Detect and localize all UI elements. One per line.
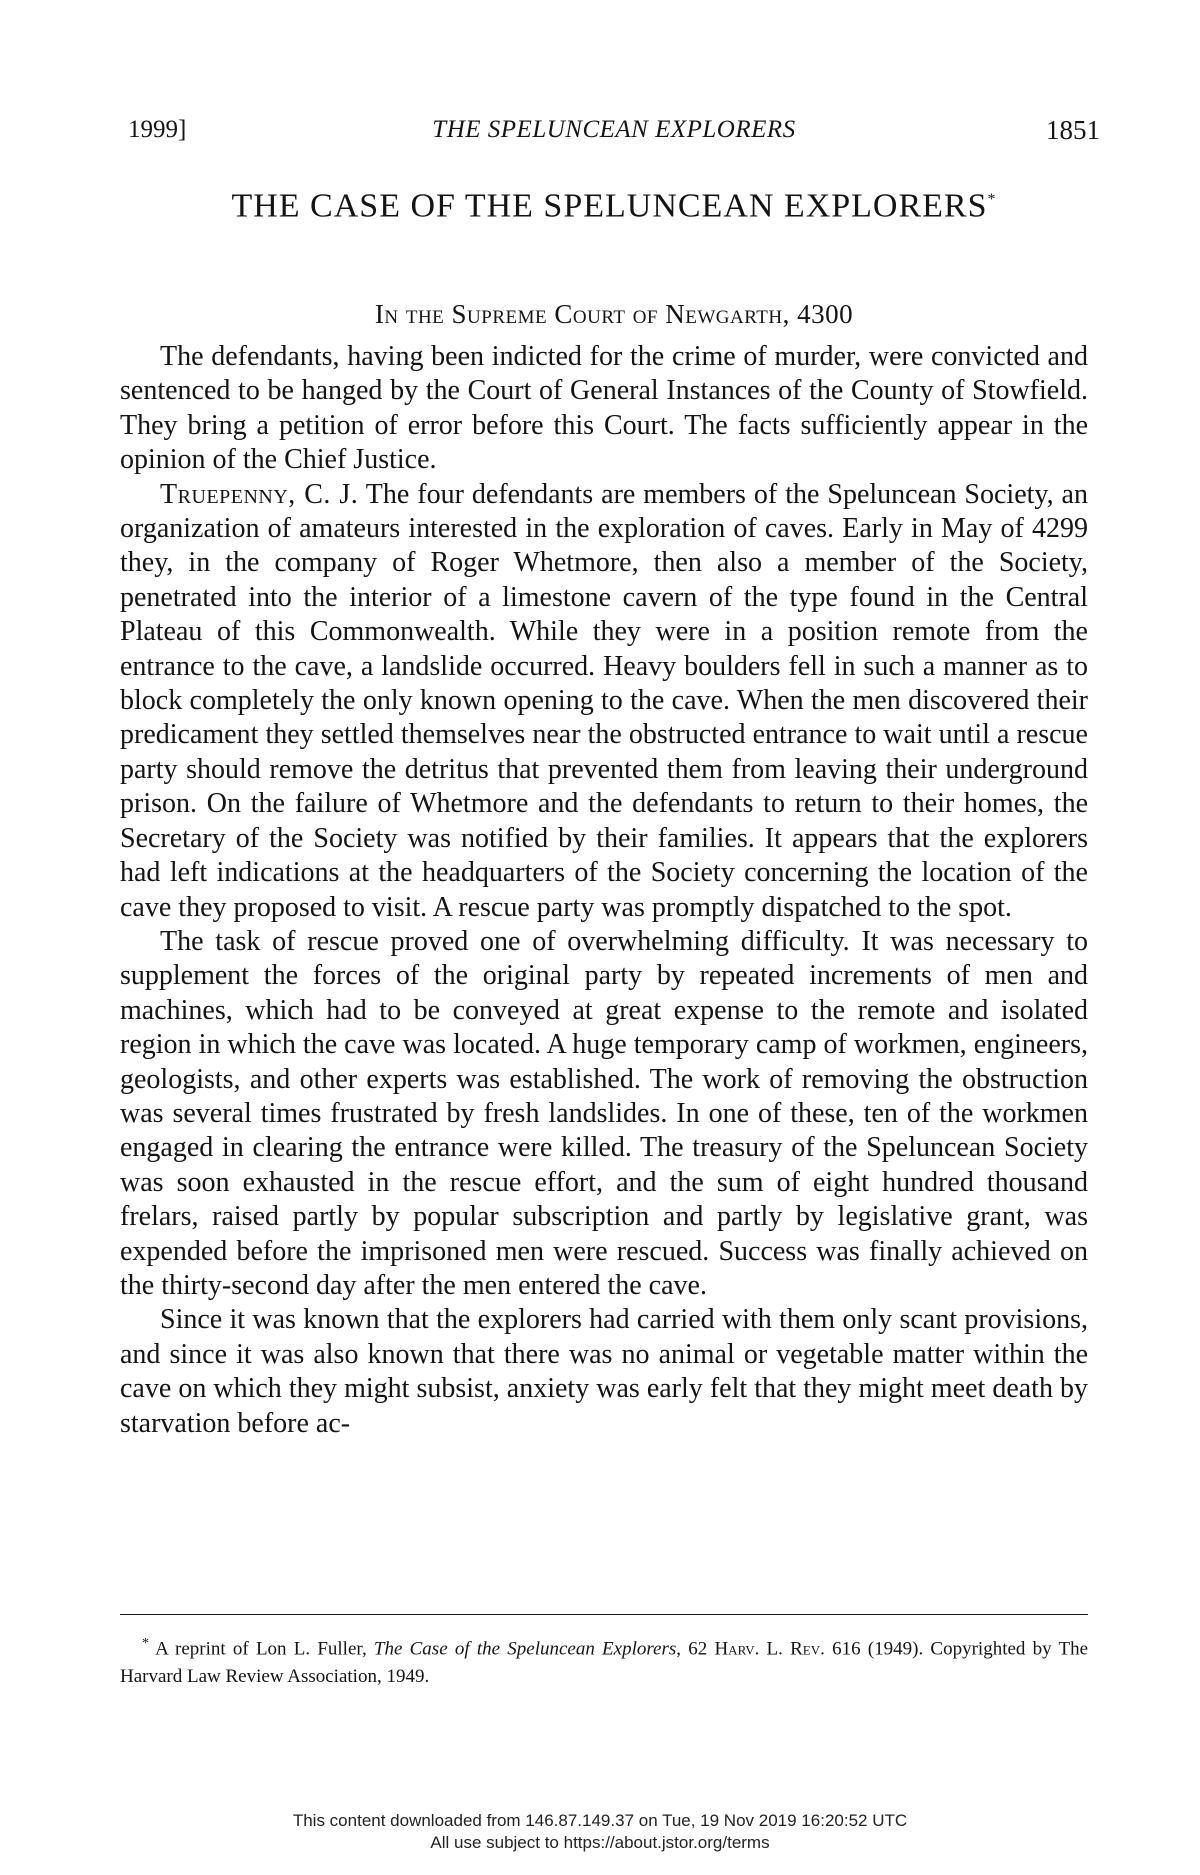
footnote-text-after: 616 (1949). Copyrighted by The Harvard Law Review Association, 1949. (120, 1638, 1089, 1688)
body-text (120, 340, 1088, 1441)
title-footnote-mark: * (987, 191, 997, 208)
paragraph-text: The defendants, having been indicted for the crime of murder, were convicted and sentenced to be hanged by the Court of General Instances of the County of Stowfield. They bring a petition of error before this Court. The facts sufficiently appear in the opinion of the Chief Justice. (120, 341, 1088, 476)
footnote-text-before: A reprint of Lon L. Fuller, (149, 1638, 374, 1660)
article-title-text: THE CASE OF THE SPELUNCEAN EXPLORERS (231, 187, 988, 225)
footnote-text-between: , 62 (676, 1638, 715, 1660)
footnote-work-title: The Case of the Speluncean Explorers (373, 1638, 677, 1660)
paragraph-intro (120, 340, 1088, 478)
footnote-mark: * (142, 1636, 149, 1651)
paragraph-provisions (120, 1303, 1088, 1441)
paragraph-text: Since it was known that the explorers had carried with them only scant provisions, and since it was also known that there was no animal or vegetable matter within the cave on which they might subsist, anxiety was early felt that they might meet death by starvation before ac- (120, 1304, 1088, 1439)
running-head-year: 1999] (128, 116, 187, 143)
running-head-title: THE SPELUNCEAN EXPLORERS (432, 116, 796, 143)
page-number: 1851 (1046, 115, 1100, 145)
court-heading: In the Supreme Court of Newgarth, 4300 (374, 299, 854, 329)
paragraph-rescue (120, 925, 1088, 1303)
footnote-journal: Harv. L. Rev. (714, 1638, 825, 1660)
footnote-divider (120, 1614, 1088, 1615)
paragraph-text: The task of rescue proved one of overwhelming difficulty. It was necessary to supplement the forces of the original party by repeated increments of men and machines, which had to be conveyed at great expense to the remote and isolated region in which the cave was located. A huge temporary camp of workmen, engineers, geologists, and other experts was established. The work of removing the obstruction was several times frustrated by fresh landslides. In one of these, ten of the workmen engaged in clearing the entrance were killed. The treasury of the Speluncean Society was soon exhausted in the rescue effort, and the sum of eight hundred thousand frelars, raised partly by popular subscription and partly by legislative grant, was expended before the imprisoned men were rescued. Success was finally achieved on the thirty-second day after the men entered the cave. (120, 925, 1088, 1301)
judge-name: Truepenny, C. J. (160, 478, 359, 510)
footnote (120, 1630, 1088, 1691)
jstor-download-line: This content downloaded from 146.87.149.37 on Tue, 19 Nov 2019 16:20:52 UTC (292, 1811, 908, 1830)
running-head (128, 110, 1100, 150)
article-title (128, 178, 1100, 228)
paragraph-opinion (120, 478, 1088, 925)
jstor-download-notice (0, 1810, 1200, 1854)
paragraph-text: The four defendants are members of the Speluncean Society, an organization of amateurs interested in the exploration of caves. Early in May of 4299 they, in the company of Roger Whetmore, then also a member of the Society, penetrated into the interior of a limestone cavern of the type found in the Central Plateau of this Commonwealth. While they were in a position remote from the entrance to the cave, a landslide occurred. Heavy boulders fell in such a manner as to block completely the only known opening to the cave. When the men discovered their predicament they settled themselves near the obstructed entrance to wait until a rescue party should remove the detritus that prevented them from leaving their underground prison. On the failure of Whetmore and the defendants to return to their homes, the Secretary of the Society was notified by their families. It appears that the explorers had left indications at the headquarters of the Society concerning the location of the cave they proposed to visit. A rescue party was promptly dispatched to the spot. (120, 478, 1088, 923)
jstor-terms-link[interactable]: All use subject to https://about.jstor.org/terms (430, 1833, 770, 1852)
